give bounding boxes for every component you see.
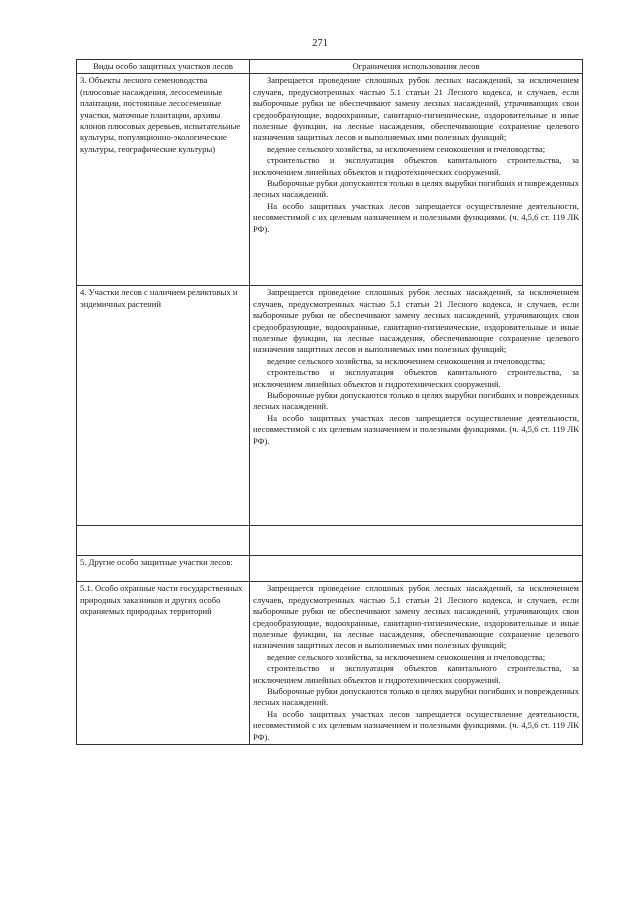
category-cell: 4. Участки лесов с наличием реликтовых и эндемичных растений <box>77 286 250 526</box>
category-cell: 3. Объекты лесного семеноводства (плюсовые насаждения, лесосеменные плантации, постоянные лесосеменные участки, маточные плантации, архивы клонов плюсовых деревьев, испытательные культуры, популяционно-экологические культуры, географические культуры) <box>77 74 250 286</box>
restriction-paragraph: ведение сельского хозяйства, за исключением сенокошения и пчеловодства; <box>267 651 546 662</box>
restriction-paragraph: Запрещается проведение сплошных рубок лесных насаждений, за исключением случаев, предусмотренных частью 5.1 статьи 21 Лесного кодекса, и случаев, если выборочные рубки не обеспечивают замену лесных насаждений, утрачивающих свои средообразующие, водоохранные, санитарно-гигиенические, оздоровительные и иные полезные функции, на лесные насаждения, обеспечивающие сохранение целевого назначения защитных лесов и выполняемых ими полезных функций; <box>253 583 579 651</box>
restriction-paragraph: Выборочные рубки допускаются только в целях вырубки погибших и поврежденных лесных насаждений. <box>253 686 579 708</box>
empty-cell <box>77 526 250 556</box>
restrictions-cell <box>250 556 583 582</box>
restriction-paragraph: строительство и эксплуатация объектов капитального строительства, за исключением линейных объектов и гидротехнических сооружений. <box>253 155 579 177</box>
header-category: Виды особо защитных участков лесов <box>77 60 250 74</box>
category-cell: 5. Другие особо защитные участки лесов: <box>77 556 250 582</box>
table-header-row <box>77 60 583 74</box>
table-row <box>77 582 583 745</box>
table-row <box>77 286 583 526</box>
restriction-paragraph: строительство и эксплуатация объектов капитального строительства, за исключением линейных объектов и гидротехнических сооружений. <box>253 367 579 389</box>
header-restrictions: Ограничения использования лесов <box>250 60 583 74</box>
restriction-paragraph: ведение сельского хозяйства, за исключением сенокошения и пчеловодства; <box>267 143 546 154</box>
empty-cell <box>250 526 583 556</box>
restriction-paragraph: ведение сельского хозяйства, за исключением сенокошения и пчеловодства; <box>267 355 546 366</box>
restriction-paragraph: Выборочные рубки допускаются только в целях вырубки погибших и поврежденных лесных насаждений. <box>253 178 579 200</box>
restriction-paragraph: Запрещается проведение сплошных рубок лесных насаждений, за исключением случаев, предусмотренных частью 5.1 статьи 21 Лесного кодекса, и случаев, если выборочные рубки не обеспечивают замену лесных насаждений, утрачивающих свои средообразующие, водоохранные, санитарно-гигиенические, оздоровительные и иные полезные функции, на лесные насаждения, обеспечивающие сохранение целевого назначения защитных лесов и выполняемых ими полезных функций; <box>253 287 579 355</box>
restriction-paragraph: Выборочные рубки допускаются только в целях вырубки погибших и поврежденных лесных насаждений. <box>253 390 579 412</box>
page-number: 271 <box>312 38 328 49</box>
restriction-paragraph: строительство и эксплуатация объектов капитального строительства, за исключением линейных объектов и гидротехнических сооружений. <box>253 663 579 685</box>
table-row <box>77 556 583 582</box>
restrictions-cell <box>250 74 583 286</box>
restriction-paragraph: На особо защитных участках лесов запрещается осуществление деятельности, несовместимой с их целевым назначением и полезными функциями. (ч. 4,5,6 ст. 119 ЛК РФ). <box>253 412 579 446</box>
empty-row <box>77 526 583 556</box>
forest-restrictions-table <box>76 59 583 745</box>
restriction-paragraph: На особо защитных участках лесов запрещается осуществление деятельности, несовместимой с их целевым назначением и полезными функциями. (ч. 4,5,6 ст. 119 ЛК РФ). <box>253 200 579 234</box>
restriction-paragraph: Запрещается проведение сплошных рубок лесных насаждений, за исключением случаев, предусмотренных частью 5.1 статьи 21 Лесного кодекса, и случаев, если выборочные рубки не обеспечивают замену лесных насаждений, утрачивающих свои средообразующие, водоохранные, санитарно-гигиенические, оздоровительные и иные полезные функции, на лесные насаждения, обеспечивающие сохранение целевого назначения защитных лесов и выполняемых ими полезных функций; <box>253 75 579 143</box>
restriction-paragraph: На особо защитных участках лесов запрещается осуществление деятельности, несовместимой с их целевым назначением и полезными функциями. (ч. 4,5,6 ст. 119 ЛК РФ). <box>253 708 579 742</box>
restrictions-cell <box>250 582 583 745</box>
table-row <box>77 74 583 286</box>
restrictions-cell <box>250 286 583 526</box>
category-cell: 5.1. Особо охранные части государственных природных заказников и других особо охраняемых природных территорий <box>77 582 250 745</box>
